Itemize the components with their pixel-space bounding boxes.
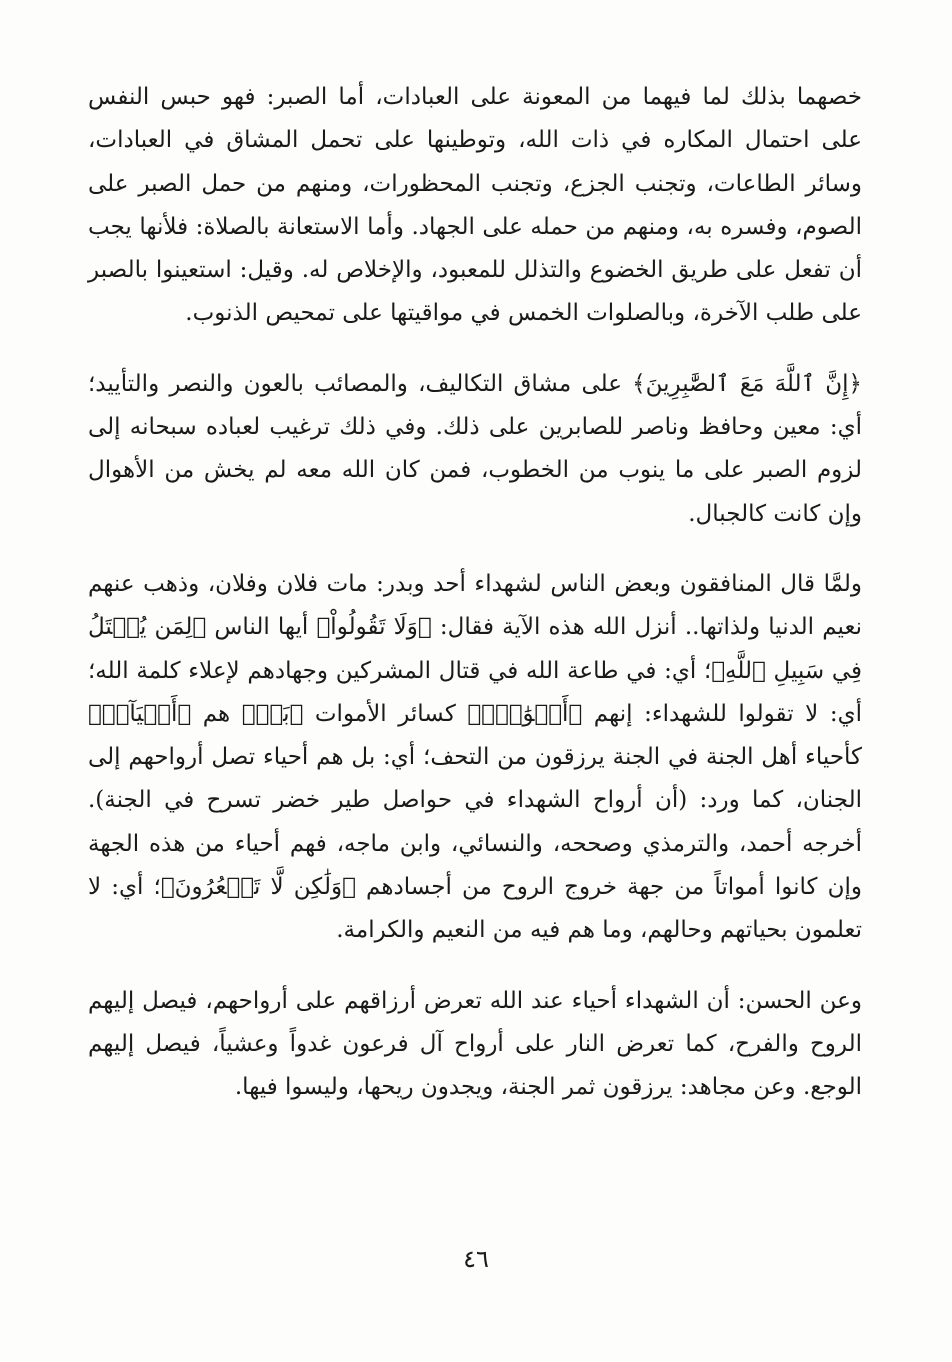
page-body [88, 76, 862, 1110]
paragraph-spacer [88, 336, 862, 363]
paragraph-spacer [88, 536, 862, 563]
paragraph-hasan-mujahid: وعن الحسن: أن الشهداء أحياء عند الله تعرض أرزاقهم على أرواحهم، فيصل إليهم الروح والفرح، كما تعرض النار على أرواح آل فرعون غدواً وعشياً، فيصل إليهم الوجع. وعن مجاهد: يرزقون ثمر الجنة، ويجدون ريحها، وليسوا فيها. [88, 987, 862, 1101]
page-number: ٤٦ [463, 1245, 489, 1273]
paragraph-allah-with-patient: ﴿إِنَّ ٱللَّهَ مَعَ ٱلصَّٰبِرِينَ﴾ على مشاق التكاليف، والمصائب بالعون والنصر والتأييد؛ أي: معين وحافظ وناصر للصابرين على ذلك. وفي ذلك ترغيب لعباده سبحانه إلى لزوم الصبر على ما ينوب من الخطوب، فمن كان الله معه لم يخش من الأهوال وإن كانت كالجبال. [88, 370, 862, 527]
paragraph-martyrs-alive: ولمَّا قال المنافقون وبعض الناس لشهداء أحد وبدر: مات فلان وفلان، وذهب عنهم نعيم الدنيا ولذاتها.. أنزل الله هذه الآية فقال: ﴿وَلَا تَقُولُواْ﴾ أيها الناس ﴿لِمَن يُقۡتَلُ فِي سَبِيلِ ٱللَّهِ﴾؛ أي: في طاعة الله في قتال المشركين وجهادهم لإعلاء كلمة الله؛ أي: لا تقولوا للشهداء: إنهم ﴿أَمۡوَٰتُۢ﴾ كسائر الأموات ﴿بَلۡ﴾ هم ﴿أَحۡيَآءٞ﴾ كأحياء أهل الجنة في الجنة يرزقون من التحف؛ أي: بل هم أحياء تصل أرواحهم إلى الجنان، كما ورد: (أن أرواح الشهداء في حواصل طير خضر تسرح في الجنة). أخرجه أحمد، والترمذي وصححه، والنسائي، وابن ماجه، فهم أحياء من هذه الجهة وإن كانوا أمواتاً من جهة خروج الروح من أجسادهم ﴿وَلَٰكِن لَّا تَشۡعُرُونَ﴾؛ أي: لا تعلمون بحياتهم وحالهم، وما هم فيه من النعيم والكرامة. [88, 570, 862, 944]
paragraph-spacer [88, 953, 862, 980]
paragraph-patience-definition: خصهما بذلك لما فيهما من المعونة على العبادات، أما الصبر: فهو حبس النفس على احتمال المكاره في ذات الله، وتوطينها على تحمل المشاق في العبادات، وسائر الطاعات، وتجنب الجزع، وتجنب المحظورات، ومنهم من حمل الصبر على الصوم، وفسره به، ومنهم من حمله على الجهاد. وأما الاستعانة بالصلاة: فلأنها يجب أن تفعل على طريق الخضوع والتذلل للمعبود، والإخلاص له. وقيل: استعينوا بالصبر على طلب الآخرة، وبالصلوات الخمس في مواقيتها على تمحيص الذنوب. [88, 84, 862, 327]
